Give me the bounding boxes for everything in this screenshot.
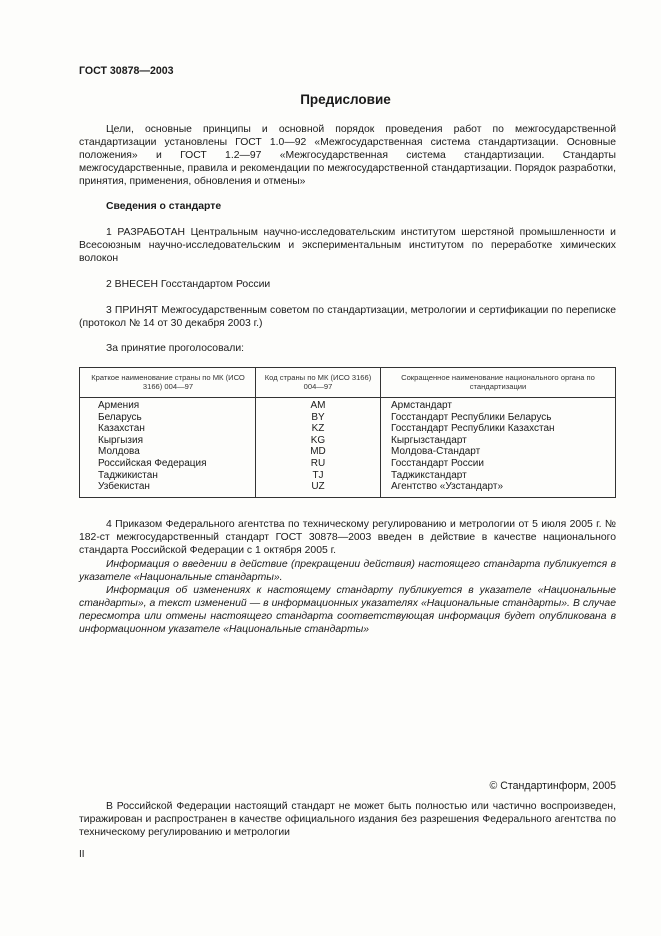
table-cell-body: Госстандарт Республики Беларусь — [391, 411, 552, 423]
voted-label: За принятие проголосовали: — [106, 343, 245, 354]
table-cell-country: Узбекистан — [98, 481, 150, 493]
table-cell-code: AM — [310, 400, 326, 411]
page-title: Предисловие — [300, 92, 391, 107]
column-countries — [98, 400, 207, 493]
table-cell-body: Армстандарт — [391, 400, 452, 411]
table-cell-body: Кыргызстандарт — [391, 434, 467, 446]
table-cell-code: BY — [311, 411, 325, 423]
table-cell-country: Таджикистан — [98, 469, 158, 481]
table-cell-code: KZ — [311, 423, 325, 435]
page-number: II — [79, 849, 85, 860]
voting-table — [79, 367, 616, 498]
table-cell-body: Госстандарт Республики Казахстан — [391, 423, 555, 435]
table-cell-body: Госстандарт России — [391, 457, 484, 469]
table-cell-code: RU — [310, 457, 326, 469]
note-changes: Информация об изменениях к настоящему стандарту публикуется в указателе «Национальные стандарты», а текст изменений — в информационных указателях «Национальные стандарты». В случае пересмотра или отмены настоящего стандарта соответствующая информация будет опубликована в информационном указателе «Национальные стандарты» — [79, 585, 616, 635]
table-cell-country: Казахстан — [98, 423, 145, 435]
table-divider — [380, 368, 381, 497]
table-cell-code: UZ — [311, 481, 325, 493]
column-header-code: Код страны по МК (ИСО 3166) 004—97 — [264, 373, 372, 392]
item-4-paragraph: 4 Приказом Федерального агентства по техническому регулированию и метрологии от 5 июля 2005 г. № 182-ст межгосударственный стандарт ГОСТ 30878—2003 введен в действие в качестве национального стандарта Российской Федерации с 1 октября 2005 г. — [79, 519, 616, 556]
item-3-paragraph: 3 ПРИНЯТ Межгосударственным советом по стандартизации, метрологии и сертификации по переписке (протокол № 14 от 30 декабря 2003 г.) — [79, 305, 616, 329]
column-header-body: Сокращенное наименование национального органа по стандартизации — [401, 373, 595, 392]
copyright: © Стандартинформ, 2005 — [489, 780, 616, 792]
table-cell-body: Агентство «Узстандарт» — [391, 481, 504, 493]
legal-notice: В Российской Федерации настоящий стандарт не может быть полностью или частично воспроизведен, тиражирован и распространен в качестве официального издания без разрешения Федерального агентства по техническому регулированию и метрологии — [79, 801, 616, 838]
table-cell-country: Молдова — [98, 446, 140, 458]
table-cell-body: Молдова-Стандарт — [391, 446, 481, 458]
table-cell-country: Армения — [98, 400, 140, 411]
table-cell-country: Российская Федерация — [98, 457, 207, 469]
column-bodies — [391, 400, 555, 493]
table-cell-country: Кыргызия — [98, 434, 143, 446]
table-cell-country: Беларусь — [98, 411, 142, 423]
note-introduction: Информация о введении в действие (прекращении действия) настоящего стандарта публикуется в указателе «Национальные стандарты». — [79, 559, 616, 583]
column-header-country: Краткое наименование страны по МК (ИСО 3166) 004—97 — [91, 373, 245, 392]
table-cell-body: Таджикстандарт — [391, 469, 467, 481]
section-title: Сведения о стандарте — [106, 201, 222, 212]
table-cell-code: MD — [310, 446, 326, 458]
item-1-paragraph: 1 РАЗРАБОТАН Центральным научно-исследовательским институтом шерстяной промышленности и Всесоюзным научно-исследовательским и экспериментальным институтом по переработке химических волокон — [79, 227, 616, 264]
table-cell-code: TJ — [312, 469, 324, 481]
document-header: ГОСТ 30878—2003 — [79, 65, 174, 77]
column-codes — [256, 400, 380, 493]
intro-paragraph: Цели, основные принципы и основной порядок проведения работ по межгосударственной стандартизации установлены ГОСТ 1.0—92 «Межгосударственная система стандартизации. Основные положения» и ГОСТ 1.2—97 «Межгосударственная система стандартизации. Стандарты межгосударственные, правила и рекомендации по межгосударственной стандартизации. Порядок разработки, принятия, применения, обновления и отмены» — [79, 124, 616, 187]
item-2-paragraph: 2 ВНЕСЕН Госстандартом России — [106, 279, 271, 290]
table-cell-code: KG — [310, 434, 326, 446]
